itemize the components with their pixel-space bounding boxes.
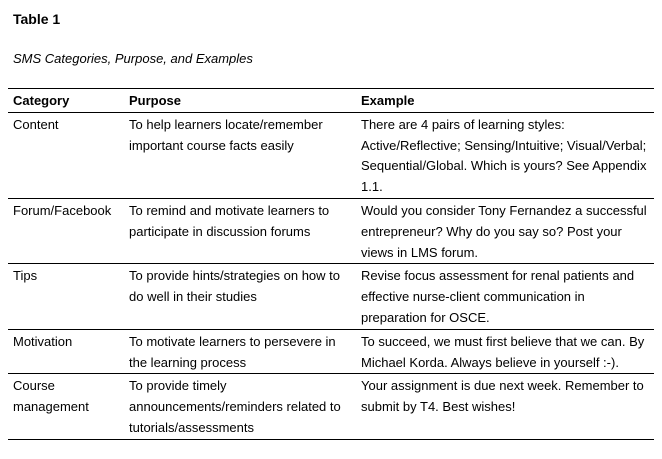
table-row	[8, 329, 654, 374]
category-cell: Tips	[13, 268, 38, 284]
example-cell: Your assignment is due next week. Remember to submit by T4. Best wishes!	[361, 378, 644, 415]
table-caption: SMS Categories, Purpose, and Examples	[13, 51, 253, 66]
example-cell: Revise focus assessment for renal patients and effective nurse-client communication in preparation for OSCE.	[361, 268, 635, 325]
category-cell: Motivation	[13, 333, 73, 349]
column-header-category: Category	[8, 89, 124, 113]
purpose-cell: To provide hints/strategies on how to do well in their studies	[129, 268, 341, 305]
category-cell: Course management	[13, 378, 89, 415]
header-row	[8, 89, 654, 113]
example-cell: To succeed, we must first believe that we can. By Michael Korda. Always believe in yourself :-).	[361, 333, 645, 370]
purpose-cell: To motivate learners to persevere in the learning process	[129, 333, 336, 370]
example-cell: Would you consider Tony Fernandez a successful entrepreneur? Why do you say so? Post your views in LMS forum.	[361, 202, 647, 260]
example-cell: There are 4 pairs of learning styles: Active/Reflective; Sensing/Intuitive; Visual/Verbal; Sequential/Global. Which is yours? See Appendix 1.1.	[361, 116, 647, 195]
purpose-cell: To provide timely announcements/reminders related to tutorials/assessments	[129, 378, 341, 435]
table-row	[8, 198, 654, 263]
category-cell: Content	[13, 116, 59, 132]
sms-categories-table	[8, 88, 654, 440]
column-header-example: Example	[356, 89, 654, 113]
column-header-purpose: Purpose	[124, 89, 356, 113]
table-row	[8, 264, 654, 329]
table-title: Table 1	[13, 11, 61, 27]
table-row	[8, 374, 654, 439]
purpose-cell: To remind and motivate learners to participate in discussion forums	[129, 202, 330, 239]
purpose-cell: To help learners locate/remember important course facts easily	[129, 116, 323, 153]
category-cell: Forum/Facebook	[13, 202, 112, 218]
table-row	[8, 112, 654, 198]
